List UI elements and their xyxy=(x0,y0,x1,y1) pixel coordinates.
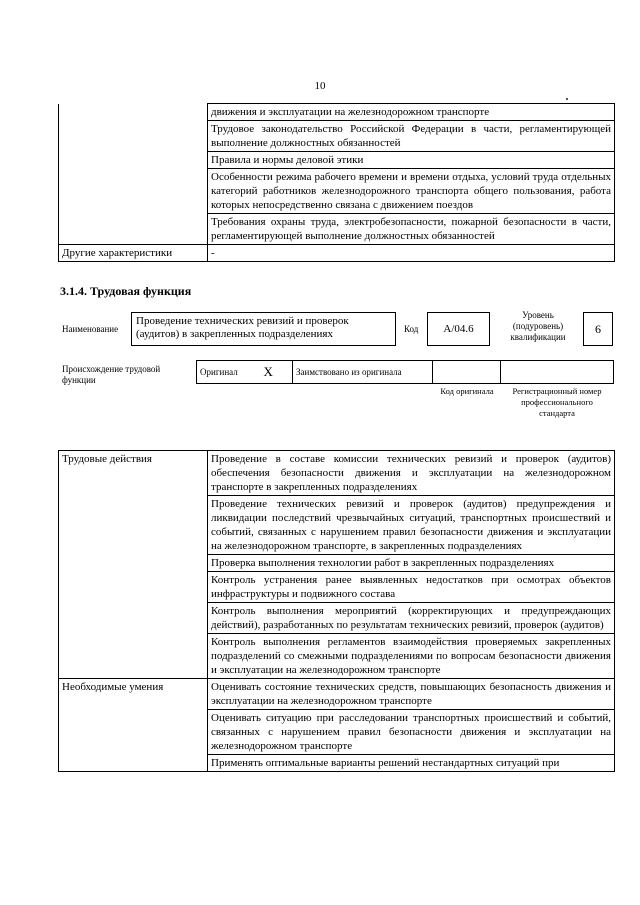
table-cell-left xyxy=(59,634,208,679)
table-cell-left xyxy=(59,555,208,572)
table-cell-right: Контроль выполнения регламентов взаимодействия проверяемых закрепленных подразделений со смежными подразделениями по вопросам безопасности движения и эксплуатации на железнодорожном транспорте xyxy=(208,634,615,679)
table-cell-left: Трудовые действия xyxy=(59,451,208,496)
table-cell-left xyxy=(59,152,208,169)
table-cell-left xyxy=(59,603,208,634)
table-cell-left xyxy=(59,104,208,121)
table-row xyxy=(59,169,615,214)
table-row xyxy=(59,755,615,772)
table-row xyxy=(59,121,615,152)
table-row xyxy=(59,679,615,710)
table-row xyxy=(59,104,615,121)
table-row xyxy=(59,555,615,572)
level-box: 6 xyxy=(583,312,613,346)
table-cell-left: Необходимые умения xyxy=(59,679,208,710)
table-cell-right: движения и эксплуатации на железнодорожном транспорте xyxy=(208,104,615,121)
table-cell-left xyxy=(59,496,208,555)
table-cell-right: Контроль устранения ранее выявленных недостатков при осмотрах объектов инфраструктуры и подвижного состава xyxy=(208,572,615,603)
origin-code-cell xyxy=(433,361,501,384)
reg-number-cell xyxy=(501,361,614,384)
table-cell-right: Применять оптимальные варианты решений нестандартных ситуаций при xyxy=(208,755,615,772)
table-cell-left xyxy=(59,710,208,755)
origin-table xyxy=(196,360,614,384)
name-label: Наименование xyxy=(62,324,119,334)
table-cell-left xyxy=(59,121,208,152)
labor-function-table xyxy=(58,450,615,772)
original-mark: X xyxy=(261,361,293,384)
code-label: Код xyxy=(404,324,419,334)
level-label: Уровень (подуровень) квалификации xyxy=(510,310,566,342)
table-cell-left xyxy=(59,169,208,214)
table-cell-right: Трудовое законодательство Российской Федерации в части, регламентирующей выполнение должностных обязанностей xyxy=(208,121,615,152)
table-row xyxy=(59,152,615,169)
table-cell-right: Проведение в составе комиссии технических ревизий и проверок (аудитов) обеспечения безопасности движения и эксплуатации на железнодорожном транспорте в закрепленных подразделениях xyxy=(208,451,615,496)
table-row xyxy=(59,603,615,634)
code-box: А/04.6 xyxy=(427,312,490,346)
table-row xyxy=(59,451,615,496)
table-row xyxy=(59,710,615,755)
top-characteristics-table xyxy=(58,103,615,262)
page-number: 10 xyxy=(314,80,326,92)
reg-number-caption: Регистрационный номер профессионального стандарта xyxy=(512,386,602,418)
table-cell-right: Оценивать состояние технических средств, повышающих безопасность движения и эксплуатации на железнодорожном транспорте xyxy=(208,679,615,710)
origin-code-caption: Код оригинала xyxy=(440,386,494,396)
table-row xyxy=(59,214,615,245)
table-cell-right: - xyxy=(208,245,615,262)
table-row xyxy=(59,634,615,679)
function-name-box: Проведение технических ревизий и проверок (аудитов) в закрепленных подразделениях xyxy=(131,312,396,346)
table-cell-left: Другие характеристики xyxy=(59,245,208,262)
table-cell-left xyxy=(59,572,208,603)
table-cell-right: Проведение технических ревизий и проверок (аудитов) предупреждения и ликвидации последствий чрезвычайных ситуаций, транспортных происшествий и событий, связанных с нарушением правил безопасности движения и эксплуатации на железнодорожном транспорте, в закрепленных подразделениях xyxy=(208,496,615,555)
scan-speck xyxy=(566,98,568,100)
table-cell-right: Проверка выполнения технологии работ в закрепленных подразделениях xyxy=(208,555,615,572)
table-cell-left xyxy=(59,214,208,245)
table-cell-right: Особенности режима рабочего времени и времени отдыха, условий труда отдельных категорий работников железнодорожного транспорта общего пользования, работа которых непосредственно связана с движением поездов xyxy=(208,169,615,214)
table-row xyxy=(59,245,615,262)
table-row xyxy=(59,572,615,603)
section-title: 3.1.4. Трудовая функция xyxy=(60,284,192,298)
table-cell-left xyxy=(59,755,208,772)
table-row xyxy=(59,496,615,555)
original-label: Оригинал xyxy=(197,361,261,384)
borrowed-label: Заимствовано из оригинала xyxy=(293,361,433,384)
table-cell-right: Правила и нормы деловой этики xyxy=(208,152,615,169)
origin-label: Происхождение трудовой функции xyxy=(62,364,161,385)
table-cell-right: Оценивать ситуацию при расследовании транспортных происшествий и событий, связанных с нарушением правил безопасности движения и эксплуатации на железнодорожном транспорте xyxy=(208,710,615,755)
table-cell-right: Контроль выполнения мероприятий (корректирующих и предупреждающих действий), разработанных по результатам технических ревизий, проверок (аудитов) xyxy=(208,603,615,634)
table-cell-right: Требования охраны труда, электробезопасности, пожарной безопасности в части, регламентирующей выполнение должностных обязанностей xyxy=(208,214,615,245)
